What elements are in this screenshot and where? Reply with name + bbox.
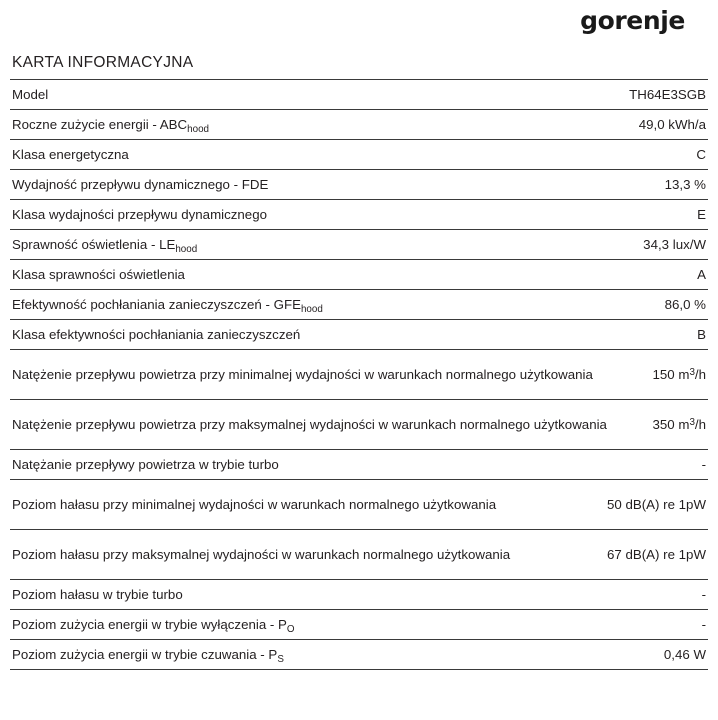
table-row <box>10 610 708 640</box>
table-row <box>10 530 708 580</box>
row-value: - <box>701 617 706 632</box>
row-value: 0,46 W <box>663 647 706 662</box>
row-label: Roczne zużycie energii - $ABC_{hood}$ <box>12 117 210 135</box>
row-label: Poziom hałasu przy maksymalnej wydajności w warunkach normalnego użytkowania <box>12 547 511 562</box>
value-superscript: 3 <box>689 416 695 428</box>
value-superscript: 3 <box>689 366 695 378</box>
row-value: 86,0 % <box>664 297 706 312</box>
row-value: 67 dB(A) re 1pW <box>606 547 706 562</box>
row-label: Wydajność przepływu dynamicznego - FDE <box>12 177 269 192</box>
row-value: 350 $m^3/h$ <box>652 416 706 432</box>
label-subscript: hood <box>300 303 323 315</box>
label-subscript: hood <box>175 243 198 255</box>
table-row <box>10 170 708 200</box>
table-row <box>10 200 708 230</box>
row-value: - <box>701 587 706 602</box>
row-value: B <box>697 327 706 342</box>
label-subscript: S <box>277 653 284 665</box>
table-row <box>10 230 708 260</box>
row-value: TH64E3SGB <box>629 87 706 102</box>
label-subscript: O <box>286 623 295 635</box>
table-row <box>10 400 708 450</box>
row-value: 13,3 % <box>664 177 706 192</box>
row-value: 50 dB(A) re 1pW <box>606 497 706 512</box>
table-row <box>10 350 708 400</box>
row-value: - <box>701 457 706 472</box>
row-label: Natężanie przepływy powietrza w trybie turbo <box>12 457 279 472</box>
row-value: 49,0 kWh/a <box>638 117 706 132</box>
brand-header <box>10 0 708 40</box>
table-row <box>10 260 708 290</box>
row-label: Poziom hałasu przy minimalnej wydajności w warunkach normalnego użytkowania <box>12 497 497 512</box>
gorenje-logo: gorenje <box>580 5 685 35</box>
row-label: Natężenie przepływu powietrza przy maksymalnej wydajności w warunkach normalnego użytkowania <box>12 417 607 432</box>
row-value: A <box>697 267 706 282</box>
label-subscript: hood <box>187 123 210 135</box>
row-label: Klasa sprawności oświetlenia <box>12 267 185 282</box>
row-value: C <box>696 147 706 162</box>
row-label: Klasa efektywności pochłaniania zanieczyszczeń <box>12 327 301 342</box>
row-value: 34,3 lux/W <box>643 237 706 252</box>
row-label: Poziom hałasu w trybie turbo <box>12 587 183 602</box>
table-row <box>10 320 708 350</box>
row-label: Klasa wydajności przepływu dynamicznego <box>12 207 267 222</box>
row-label: Klasa energetyczna <box>12 147 129 162</box>
row-value: 150 $m^3/h$ <box>652 366 706 382</box>
row-label: Model <box>12 87 49 102</box>
table-row <box>10 640 708 670</box>
table-row <box>10 140 708 170</box>
row-label: Poziom zużycia energii w trybie wyłączenia - $P_O$ <box>12 617 295 635</box>
table-row <box>10 450 708 480</box>
table-row <box>10 290 708 320</box>
table-row <box>10 580 708 610</box>
spec-table <box>10 80 708 670</box>
row-label: Sprawność oświetlenia - $LE_{hood}$ <box>12 237 198 255</box>
row-label: Poziom zużycia energii w trybie czuwania - $P_S$ <box>12 647 284 665</box>
row-label: Efektywność pochłaniania zanieczyszczeń - $GFE_{hood}$ <box>12 297 323 315</box>
table-row <box>10 110 708 140</box>
table-row <box>10 480 708 530</box>
row-value: E <box>697 207 706 222</box>
table-row <box>10 80 708 110</box>
row-label: Natężenie przepływu powietrza przy minimalnej wydajności w warunkach normalnego użytkowania <box>12 367 593 382</box>
page-title: KARTA INFORMACYJNA <box>10 40 708 80</box>
